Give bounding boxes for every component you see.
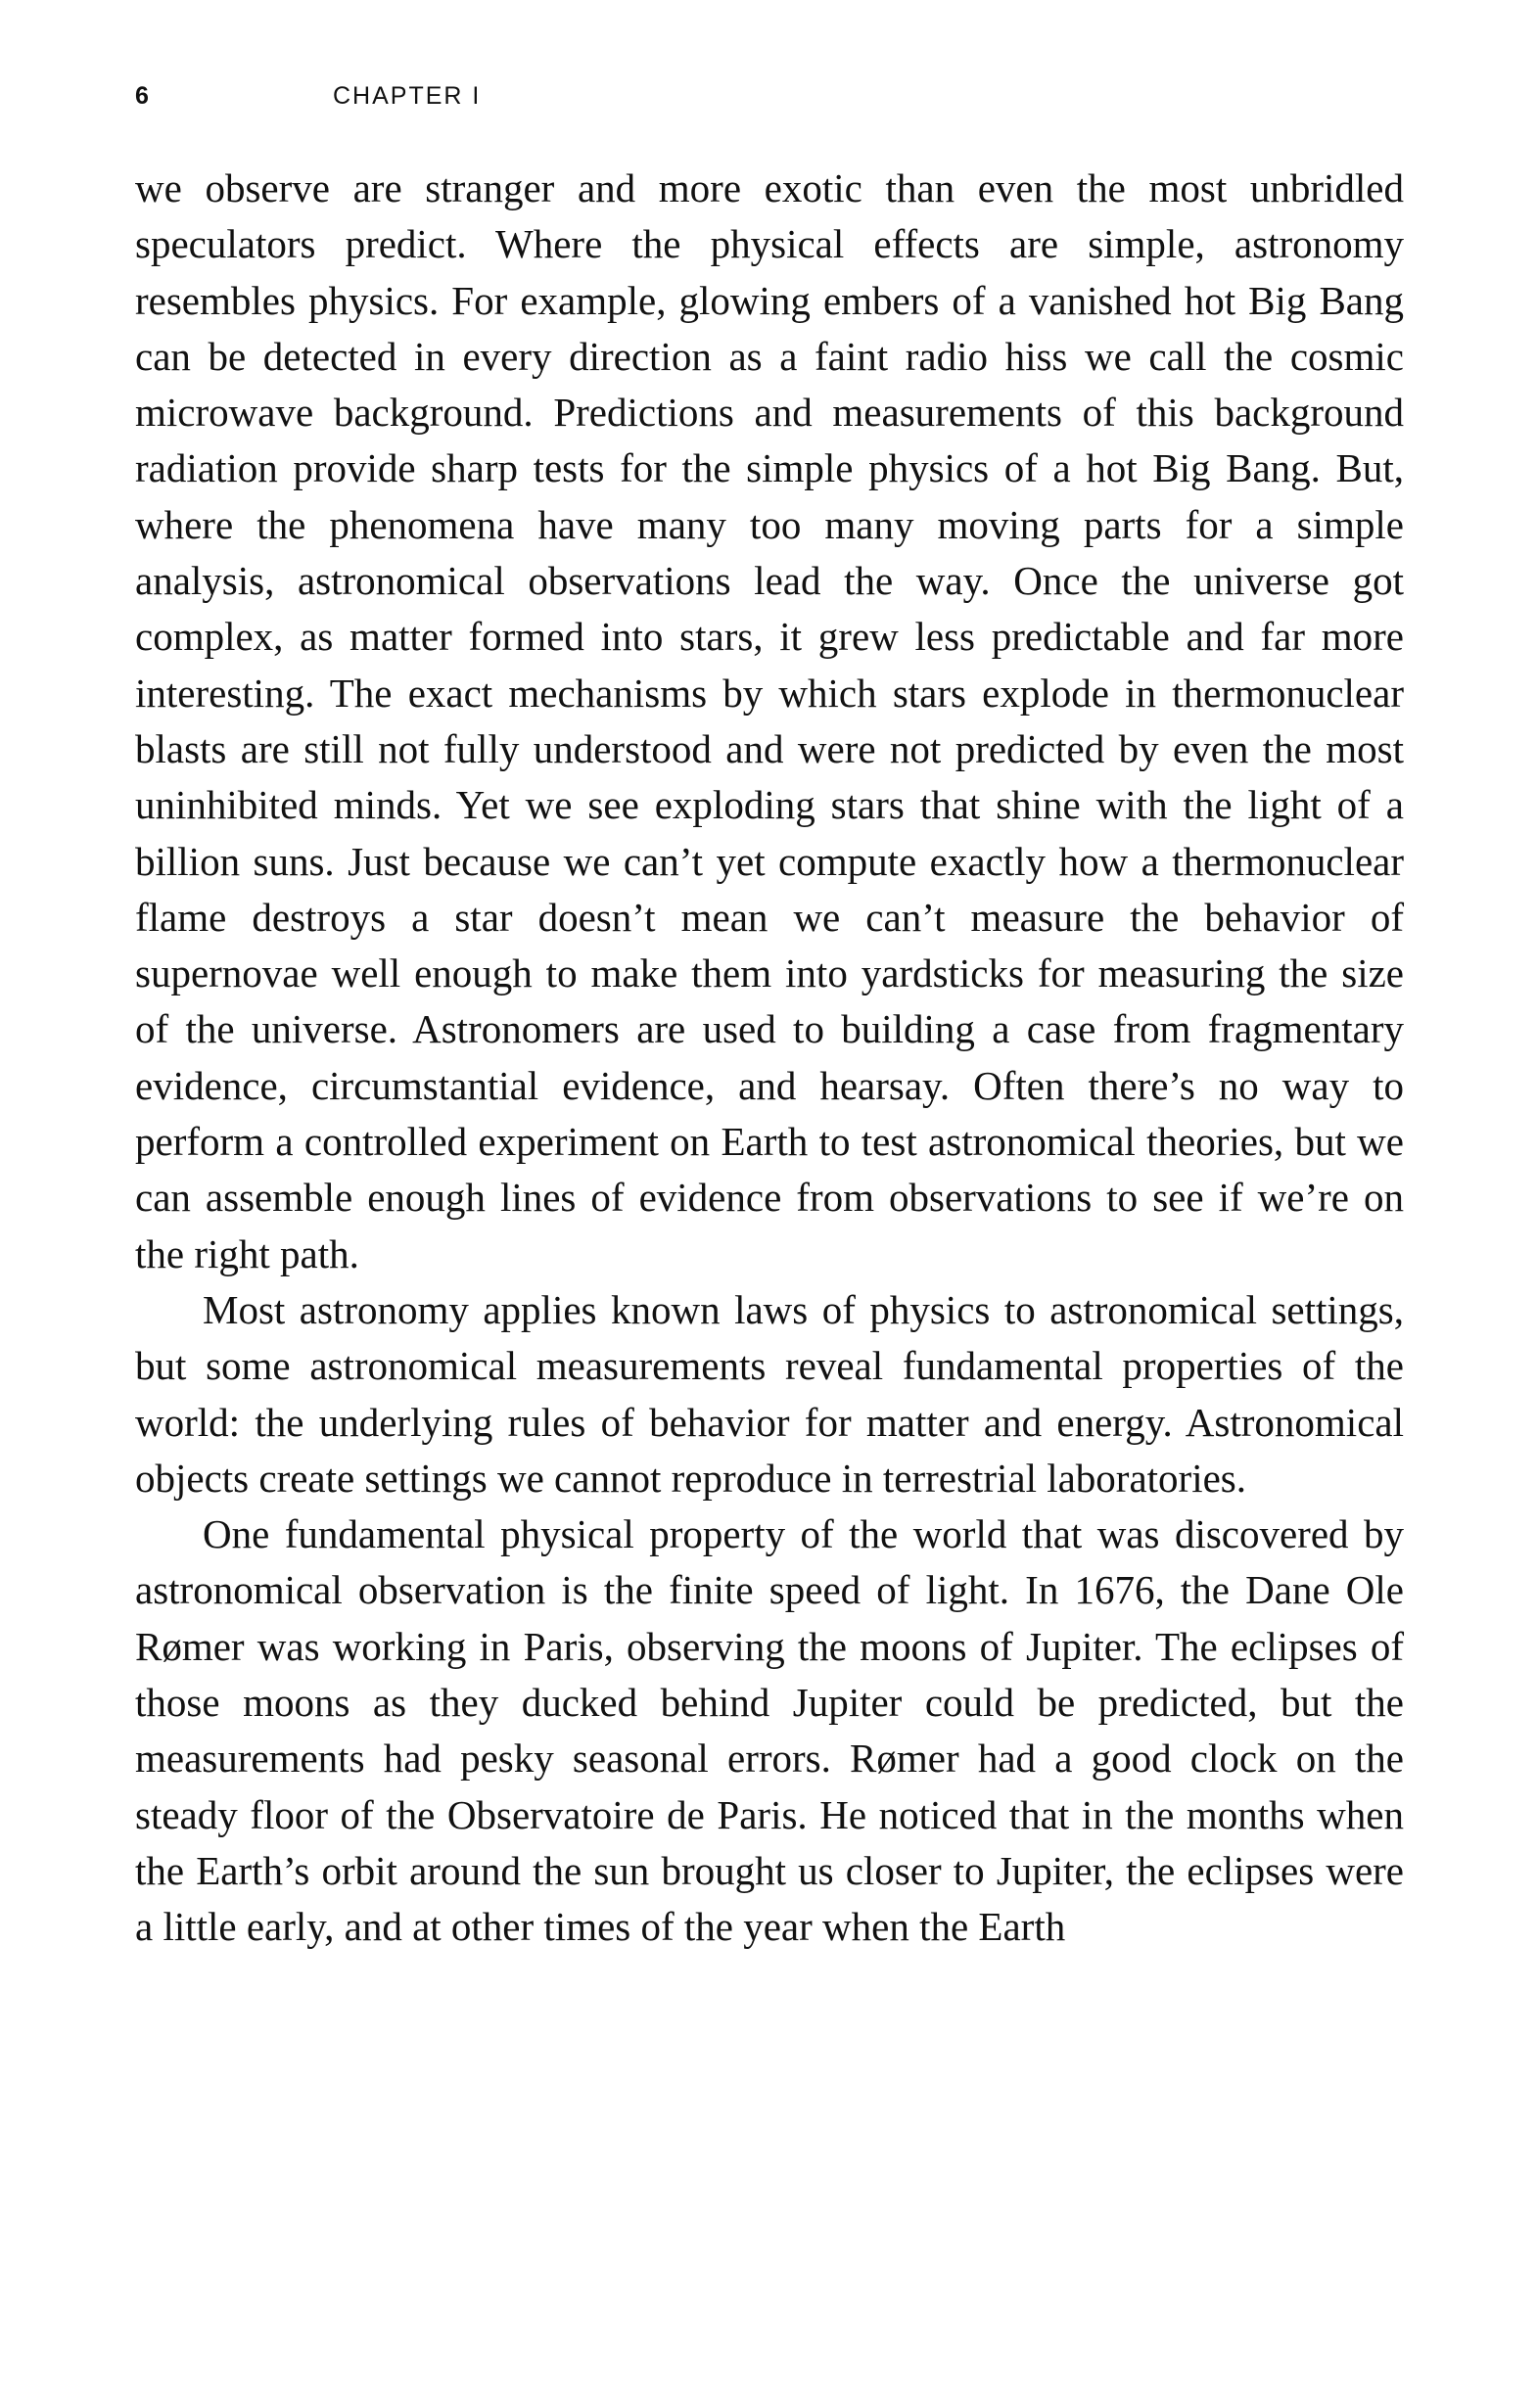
paragraph-1: we observe are stranger and more exotic than even the most unbridled speculators predict. Where the physical effects are simple, astronomy resembles physics. For example, glowing embers of a vanished hot Big Bang can be detected in every direction as a faint radio hiss we call the cosmic microwave background. Predictions and measurements of this background radiation provide sharp tests for the simple physics of a hot Big Bang. But, where the phenomena have many too many moving parts for a simple analysis, astronomical observations lead the way. Once the universe got complex, as matter formed into stars, it grew less predictable and far more interesting. The exact mechanisms by which stars explode in thermonuclear blasts are still not fully understood and were not predicted by even the most uninhibited minds. Yet we see exploding stars that shine with the light of a billion suns. Just because we can’t yet compute exactly how a thermonuclear flame destroys a star doesn’t mean we can’t measure the behavior of supernovae well enough to make them into yardsticks for measuring the size of the universe. Astronomers are used to building a case from fragmentary evidence, circumstantial evidence, and hearsay. Often there’s no way to perform a controlled experiment on Earth to test astronomical theories, but we can assemble enough lines of evidence from observations to see if we’re on the right path. — [135, 165, 1404, 1276]
running-head — [135, 76, 481, 116]
body-text — [135, 161, 1404, 1956]
paragraph-3: One fundamental physical property of the world that was discovered by astronomical observation is the finite speed of light. In 1676, the Dane Ole Rømer was working in Paris, observing the moons of Jupiter. The eclipses of those moons as they ducked behind Jupiter could be predicted, but the measurements had pesky seasonal errors. Rømer had a good clock on the steady floor of the Observatoire de Paris. He noticed that in the months when the Earth’s orbit around the sun brought us closer to Jupiter, the eclipses were a little early, and at other times of the year when the Earth — [135, 1511, 1404, 1950]
chapter-label: CHAPTER I — [333, 81, 482, 110]
paragraph-2: Most astronomy applies known laws of physics to astronomical settings, but some astronomical measurements reveal fundamental properties of the world: the underlying rules of behavior for matter and energy. Astronomical objects create settings we cannot reproduce in terrestrial laboratories. — [135, 1286, 1404, 1501]
page-number: 6 — [135, 81, 151, 110]
